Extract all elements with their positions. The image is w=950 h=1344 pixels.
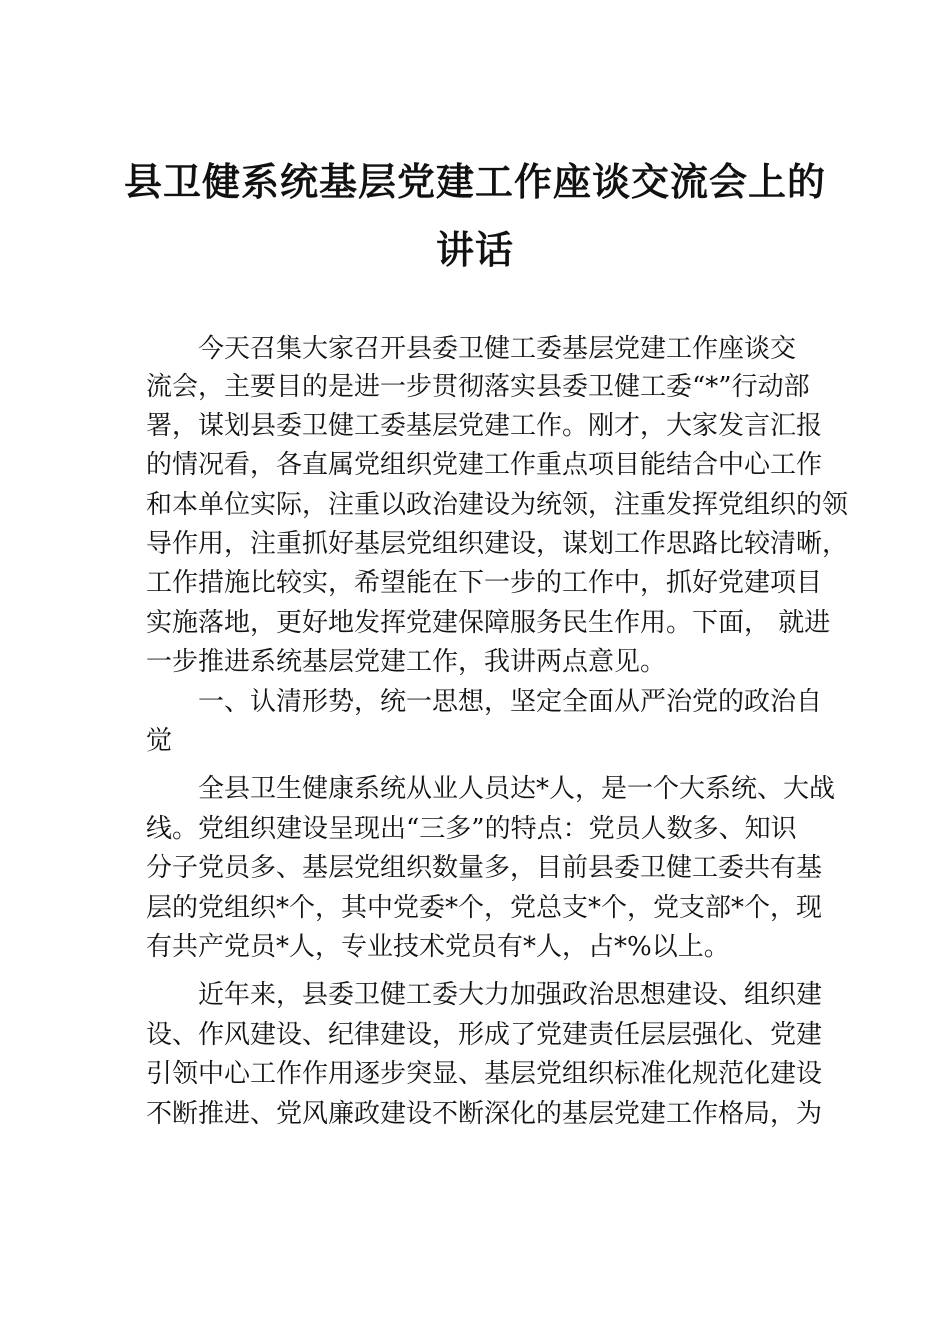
paragraph-1-line-8: 实施落地，更好地发挥党建保障服务民生作用。下面， 就进 bbox=[146, 608, 831, 638]
paragraph-3-line-2: 设、作风建设、纪律建设，形成了党建责任层层强化、党建 bbox=[146, 1020, 823, 1050]
paragraph-1-line-1: 今天召集大家召开县委卫健工委基层党建工作座谈交 bbox=[198, 334, 797, 364]
paragraph-1-line-2: 流会，主要目的是进一步贯彻落实县委卫健工委“*”行动部 bbox=[146, 372, 810, 402]
paragraph-2-line-1: 全县卫生健康系统从业人员达*人，是一个大系统、大战 bbox=[198, 774, 836, 804]
document-title-line-1: 县卫健系统基层党建工作座谈交流会上的 bbox=[123, 159, 826, 204]
paragraph-2-line-4: 层的党组织*个，其中党委*个，党总支*个，党支部*个，现 bbox=[146, 893, 823, 923]
paragraph-2-line-3: 分子党员多、基层党组织数量多，目前县委卫健工委共有基 bbox=[146, 853, 823, 883]
section-heading-1-line-2: 觉 bbox=[146, 726, 173, 756]
paragraph-1-line-9: 一步推进系统基层党建工作，我讲两点意见。 bbox=[146, 647, 667, 677]
paragraph-3-line-1: 近年来，县委卫健工委大力加强政治思想建设、组织建 bbox=[198, 980, 823, 1010]
paragraph-1-line-3: 署，谋划县委卫健工委基层党建工作。刚才，大家发言汇报 bbox=[146, 411, 823, 441]
paragraph-1-line-6: 导作用，注重抓好基层党组织建设，谋划工作思路比较清晰， bbox=[146, 529, 849, 559]
paragraph-1-line-4: 的情况看，各直属党组织党建工作重点项目能结合中心工作 bbox=[146, 450, 823, 480]
paragraph-1-line-5: 和本单位实际，注重以政治建设为统领，注重发挥党组织的领 bbox=[146, 490, 849, 520]
paragraph-2-line-5: 有共产党员*人，专业技术党员有*人，占*%以上。 bbox=[146, 932, 730, 962]
paragraph-3-line-4: 不断推进、党风廉政建设不断深化的基层党建工作格局，为 bbox=[146, 1099, 823, 1129]
paragraph-2-line-2: 线。党组织建设呈现出“三多”的特点：党员人数多、知识 bbox=[146, 814, 797, 844]
paragraph-3-line-3: 引领中心工作作用逐步突显、基层党组织标准化规范化建设 bbox=[146, 1059, 823, 1089]
paragraph-1-line-7: 工作措施比较实，希望能在下一步的工作中，抓好党建项目 bbox=[146, 568, 823, 598]
document-title-line-2: 讲话 bbox=[435, 227, 514, 272]
section-heading-1-line-1: 一、认清形势，统一思想，坚定全面从严治党的政治自 bbox=[198, 687, 823, 717]
